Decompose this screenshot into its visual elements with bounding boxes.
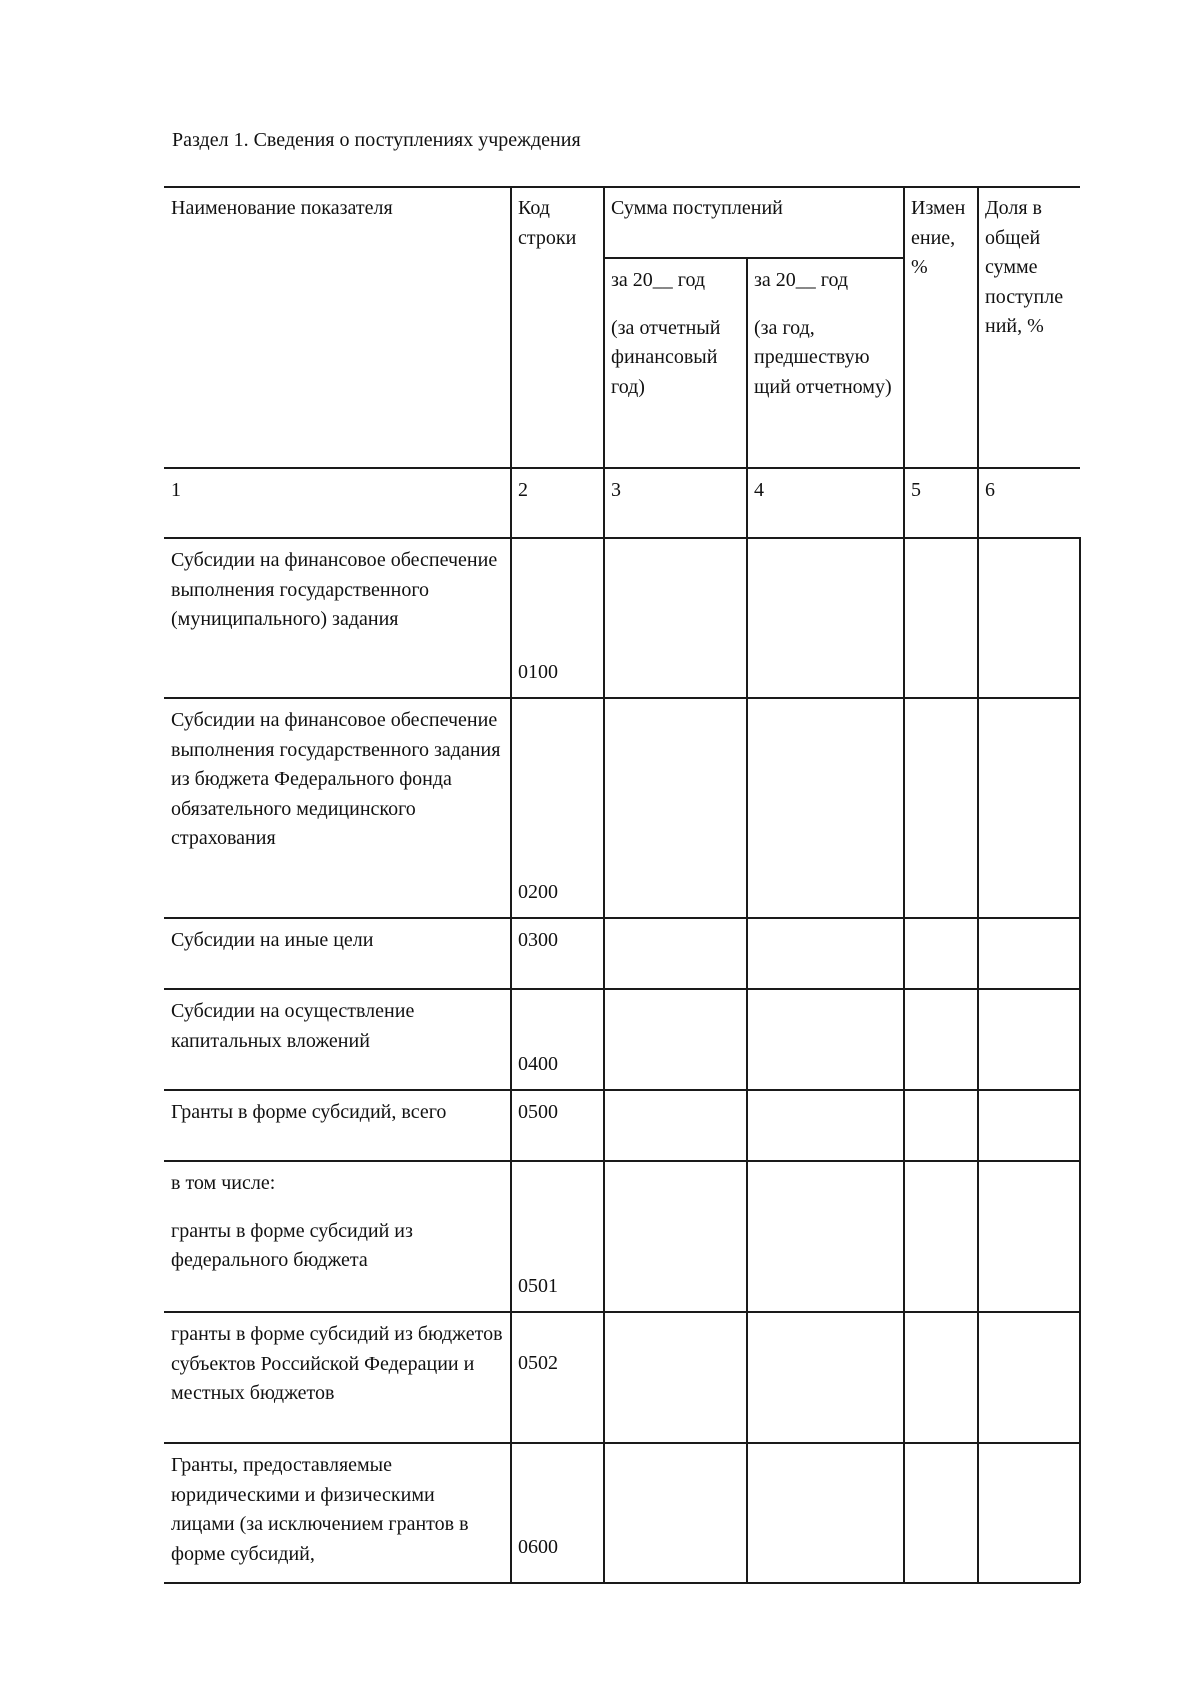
colnum-6: 6	[985, 479, 995, 501]
row-code-text: 0502	[518, 1352, 558, 1374]
year-current-note: (за отчетный финансовый год)	[611, 316, 721, 398]
colnum-3: 3	[611, 479, 621, 501]
header-year-current	[604, 258, 746, 467]
row-prefix: в том числе:	[171, 1172, 276, 1194]
section-title: Раздел 1. Сведения о поступлениях учреждения	[172, 129, 581, 151]
row-code-text: 0200	[518, 880, 558, 903]
row-code	[511, 989, 603, 1089]
row-code	[511, 538, 603, 697]
row-name: Субсидии на финансовое обеспечение выполнения государственного (муниципального) задания	[171, 549, 498, 630]
row-code-text: 0400	[518, 1052, 558, 1075]
year-prev-note: (за год, предшествую щий отчетному)	[754, 316, 892, 398]
colnum-4: 4	[754, 479, 764, 501]
header-year-prev	[747, 258, 903, 467]
row-name: Субсидии на осуществление капитальных вложений	[171, 1000, 415, 1052]
table-bottom-rule	[164, 1582, 1080, 1584]
row-name: гранты в форме субсидий из бюджетов субъектов Российской Федерации и местных бюджетов	[171, 1323, 503, 1404]
year-current-label: за 20__ год	[611, 269, 706, 291]
header-name: Наименование показателя	[171, 197, 393, 219]
row-code	[511, 1161, 603, 1311]
colnum-2: 2	[518, 479, 528, 501]
row-code: 0300	[518, 929, 558, 951]
row-code-text: 0501	[518, 1274, 558, 1297]
row-code-text: 0100	[518, 660, 558, 683]
row-code	[511, 1443, 603, 1582]
row-name: Субсидии на финансовое обеспечение выполнения государственного задания из бюджета Федерального фонда обязательного медицинского страхования	[171, 709, 501, 849]
header-sum: Сумма поступлений	[611, 197, 783, 219]
row-name: Гранты, предоставляемые юридическими и физическими лицами (за исключением грантов в форме субсидий,	[171, 1454, 469, 1565]
year-prev-label: за 20__ год	[754, 269, 849, 291]
colnum-1: 1	[171, 479, 181, 501]
row-code: 0500	[518, 1101, 558, 1123]
row-code	[511, 1312, 603, 1442]
colnum-5: 5	[911, 479, 921, 501]
row-code-text: 0600	[518, 1535, 558, 1558]
row-name	[164, 1161, 510, 1311]
row-name: Субсидии на иные цели	[171, 929, 374, 951]
header-share: Доля в общей сумме поступле ний, %	[985, 197, 1064, 337]
row-name-text: гранты в форме субсидий из федерального бюджета	[171, 1219, 413, 1271]
table-right-edge	[1079, 537, 1081, 1583]
header-change: Измен ение, %	[911, 197, 966, 278]
row-code	[511, 698, 603, 917]
header-code: Код строки	[518, 197, 577, 249]
row-name: Гранты в форме субсидий, всего	[171, 1101, 447, 1123]
